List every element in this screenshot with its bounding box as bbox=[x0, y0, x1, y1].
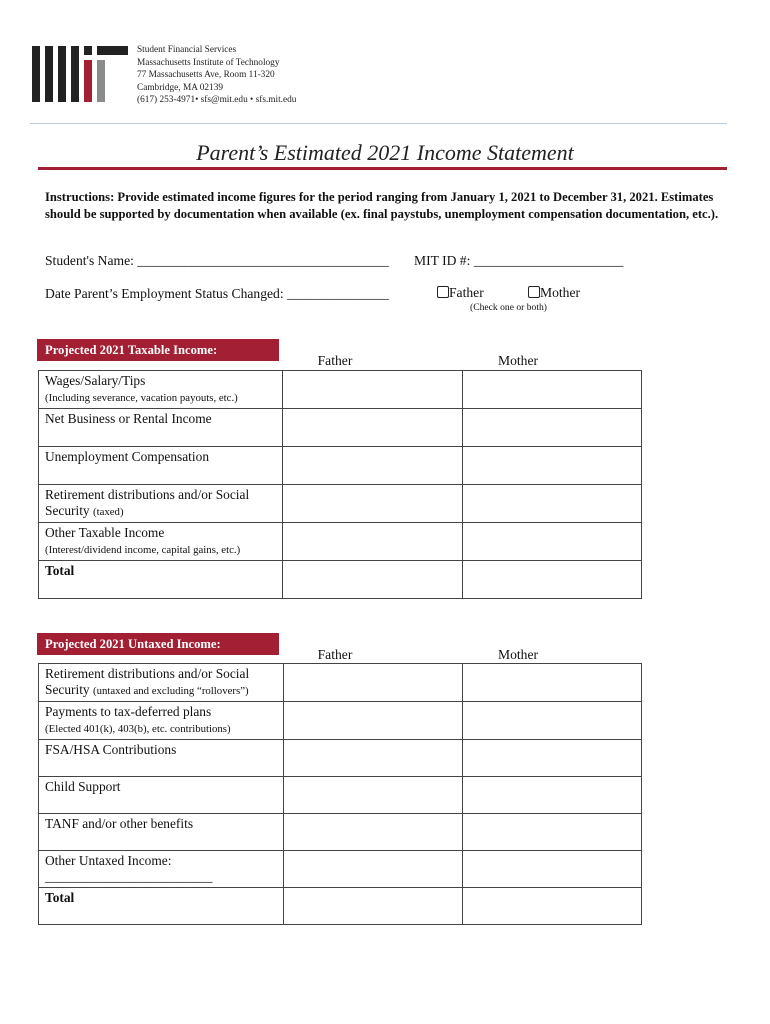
untaxed-section-header: Projected 2021 Untaxed Income: bbox=[37, 633, 279, 655]
father-amount-cell[interactable] bbox=[283, 740, 462, 777]
table-row bbox=[39, 814, 642, 851]
father-amount-cell[interactable] bbox=[283, 485, 462, 523]
mother-amount-cell[interactable] bbox=[462, 485, 641, 523]
father-amount-cell[interactable] bbox=[283, 814, 462, 851]
father-option[interactable] bbox=[437, 285, 484, 301]
father-option-label: Father bbox=[449, 285, 484, 300]
table-row bbox=[39, 851, 642, 888]
table-row bbox=[39, 523, 642, 561]
mother-amount-cell[interactable] bbox=[462, 777, 641, 814]
father-amount-cell[interactable] bbox=[283, 777, 462, 814]
table-row bbox=[39, 371, 642, 409]
row-label: Net Business or Rental Income bbox=[39, 409, 283, 447]
table-row bbox=[39, 777, 642, 814]
table-row bbox=[39, 888, 642, 925]
address-line: Massachusetts Institute of Technology bbox=[137, 57, 280, 68]
date-changed-field[interactable]: Date Parent’s Employment Status Changed: _______________ bbox=[45, 286, 389, 301]
table-row bbox=[39, 485, 642, 523]
page-title: Parent’s Estimated 2021 Income Statement bbox=[196, 140, 574, 165]
untaxed-col-mother: Mother bbox=[497, 647, 539, 662]
address-line: 77 Massachusetts Ave, Room 11-320 bbox=[137, 70, 275, 81]
address-line: Student Financial Services bbox=[137, 45, 237, 55]
check-note: (Check one or both) bbox=[470, 302, 547, 313]
mother-total-cell[interactable] bbox=[462, 888, 641, 925]
row-label: Unemployment Compensation bbox=[39, 447, 283, 485]
row-label: Other Untaxed Income: _________________________ bbox=[39, 851, 284, 888]
father-checkbox[interactable] bbox=[437, 286, 449, 298]
student-name-field[interactable]: Student's Name: _____________________________________ bbox=[45, 253, 389, 268]
taxable-col-mother: Mother bbox=[497, 353, 539, 368]
father-total-cell[interactable] bbox=[283, 561, 462, 599]
mother-amount-cell[interactable] bbox=[462, 447, 641, 485]
table-row bbox=[39, 409, 642, 447]
father-amount-cell[interactable] bbox=[283, 851, 462, 888]
mother-amount-cell[interactable] bbox=[462, 664, 641, 702]
mother-amount-cell[interactable] bbox=[462, 814, 641, 851]
untaxed-table bbox=[38, 663, 642, 925]
mother-amount-cell[interactable] bbox=[462, 740, 641, 777]
father-amount-cell[interactable] bbox=[283, 371, 462, 409]
mother-option[interactable] bbox=[528, 285, 580, 301]
row-label: Wages/Salary/Tips (Including severance, vacation payouts, etc.) bbox=[39, 371, 283, 409]
mit-id-field[interactable]: MIT ID #: ______________________ bbox=[414, 253, 624, 268]
total-label: Total bbox=[39, 888, 284, 925]
untaxed-col-father: Father bbox=[317, 647, 353, 662]
address-line: (617) 253-4971• sfs@mit.edu • sfs.mit.edu bbox=[137, 95, 297, 106]
row-label: TANF and/or other benefits bbox=[39, 814, 284, 851]
row-label: Payments to tax-deferred plans (Elected 401(k), 403(b), etc. contributions) bbox=[39, 702, 284, 740]
mother-amount-cell[interactable] bbox=[462, 702, 641, 740]
father-amount-cell[interactable] bbox=[283, 409, 462, 447]
mother-amount-cell[interactable] bbox=[462, 851, 641, 888]
mother-amount-cell[interactable] bbox=[462, 409, 641, 447]
father-amount-cell[interactable] bbox=[283, 523, 462, 561]
table-row bbox=[39, 561, 642, 599]
mother-total-cell[interactable] bbox=[462, 561, 641, 599]
mit-logo bbox=[32, 46, 128, 102]
mother-checkbox[interactable] bbox=[528, 286, 540, 298]
address-block bbox=[137, 44, 296, 107]
row-label: Retirement distributions and/or Social Security (untaxed and excluding “rollovers”) bbox=[39, 664, 284, 702]
title-underline bbox=[38, 167, 727, 170]
row-label: Other Taxable Income (Interest/dividend income, capital gains, etc.) bbox=[39, 523, 283, 561]
mother-amount-cell[interactable] bbox=[462, 371, 641, 409]
mother-amount-cell[interactable] bbox=[462, 523, 641, 561]
mother-option-label: Mother bbox=[540, 285, 581, 300]
row-label: FSA/HSA Contributions bbox=[39, 740, 284, 777]
row-label: Retirement distributions and/or Social Security (taxed) bbox=[39, 485, 283, 523]
instructions: Instructions: Provide estimated income figures for the period ranging from January 1, 2021 to December 31, 2021. Estimates should be supported by documentation when available (ex. final paystubs, unemployment compensation documentation, etc.). bbox=[45, 190, 719, 221]
taxable-table bbox=[38, 370, 642, 599]
father-amount-cell[interactable] bbox=[283, 702, 462, 740]
address-line: Cambridge, MA 02139 bbox=[137, 82, 223, 93]
table-row bbox=[39, 664, 642, 702]
father-amount-cell[interactable] bbox=[283, 447, 462, 485]
table-row bbox=[39, 447, 642, 485]
total-label: Total bbox=[39, 561, 283, 599]
father-amount-cell[interactable] bbox=[283, 664, 462, 702]
taxable-section-header: Projected 2021 Taxable Income: bbox=[37, 339, 279, 361]
header-divider bbox=[30, 123, 727, 124]
table-row bbox=[39, 702, 642, 740]
father-total-cell[interactable] bbox=[283, 888, 462, 925]
table-row bbox=[39, 740, 642, 777]
taxable-col-father: Father bbox=[317, 353, 353, 368]
row-label: Child Support bbox=[39, 777, 284, 814]
